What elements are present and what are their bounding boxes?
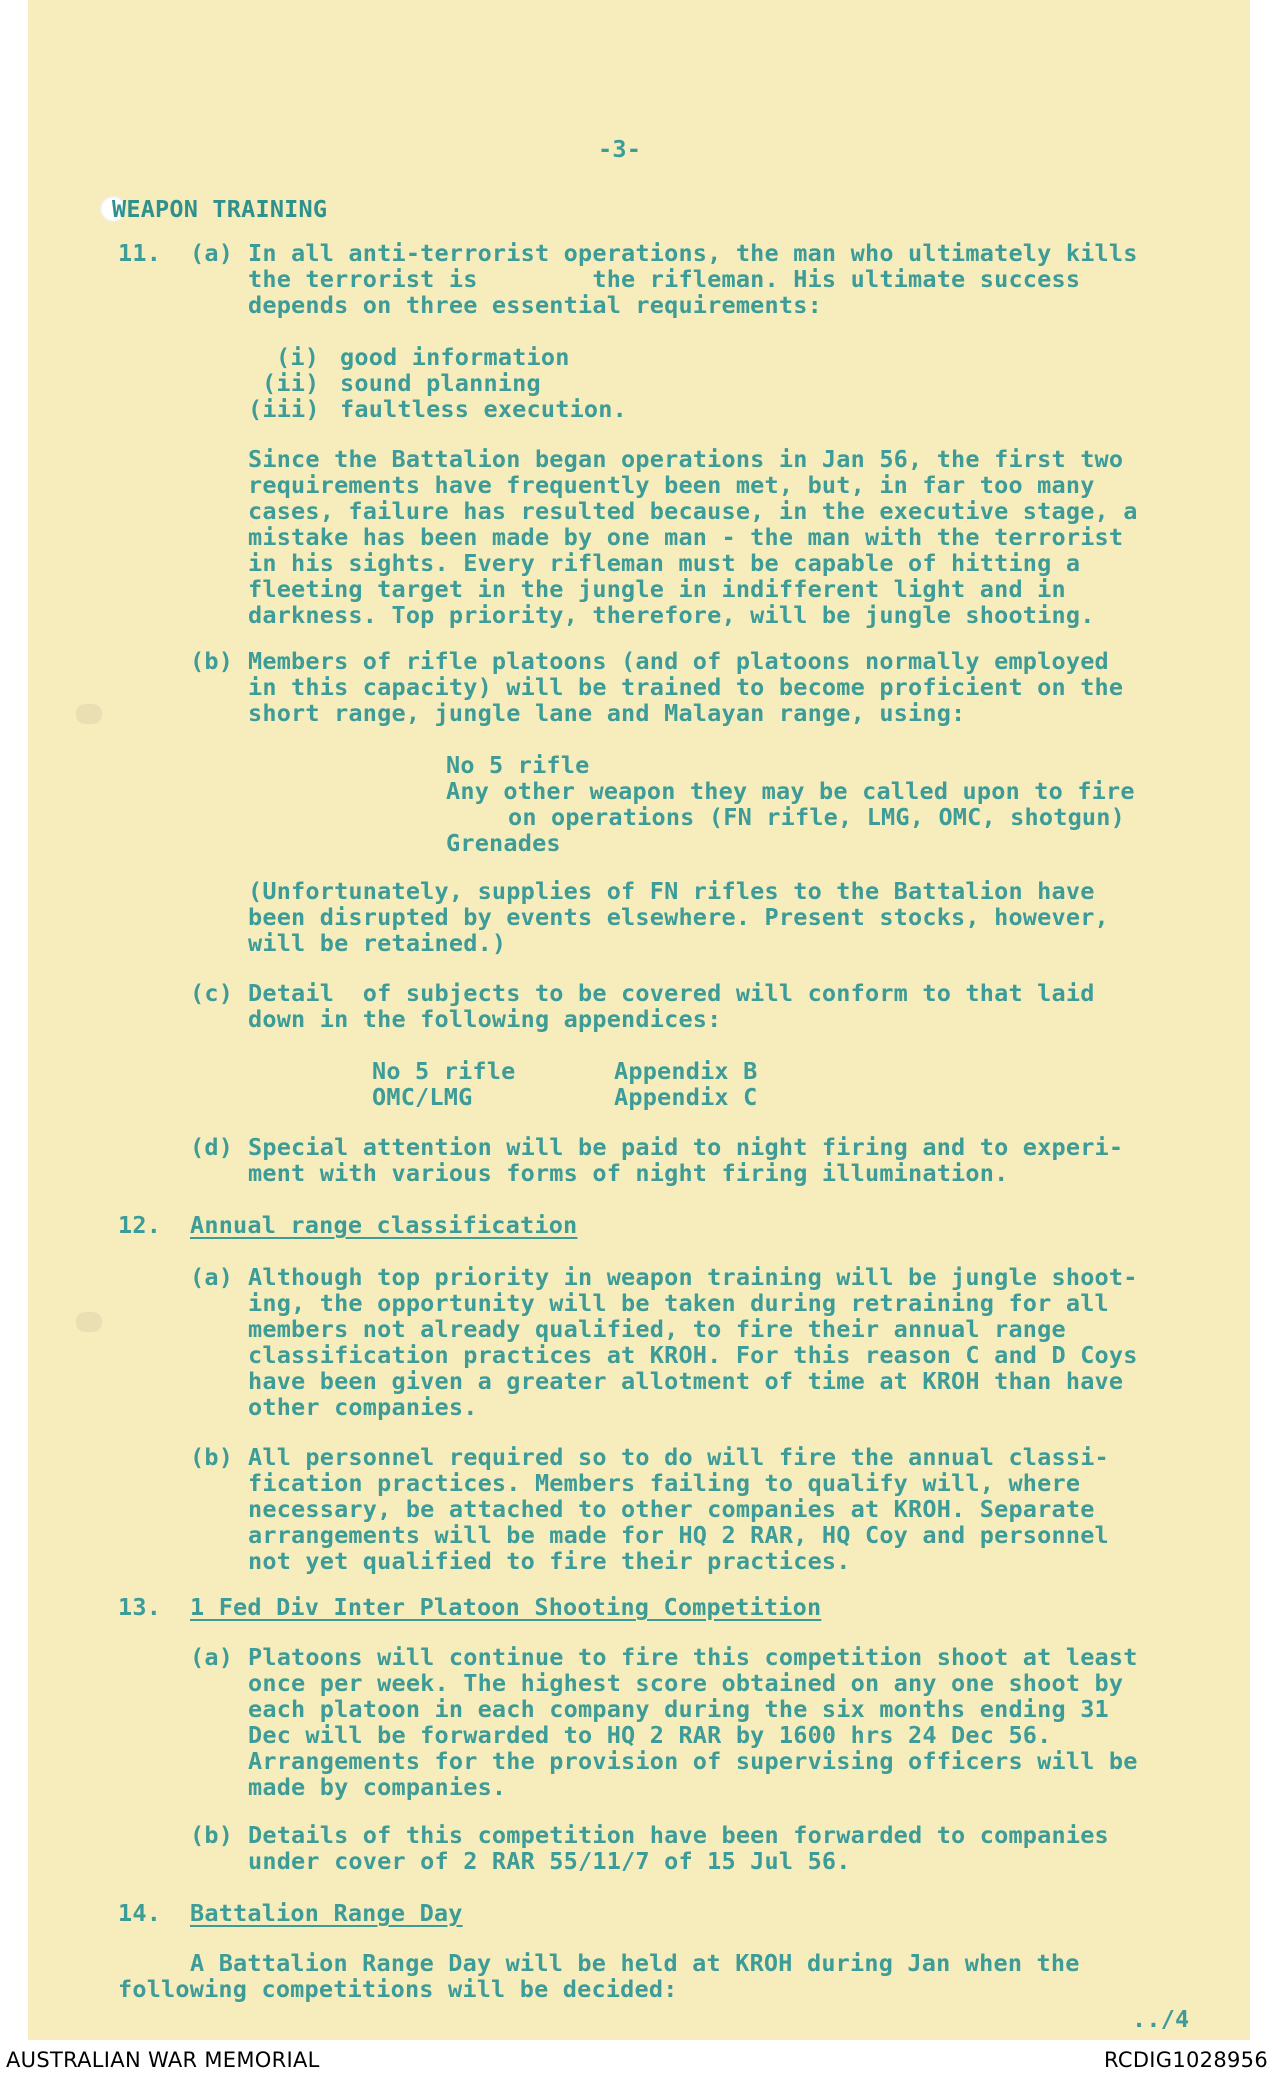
appendix-ref: Appendix C [614, 1083, 758, 1111]
para-12b-line: fication practices. Members failing to qualify will, where [248, 1469, 1081, 1497]
archive-record-id: RCDIG1028956 [1104, 2048, 1268, 2072]
para-13a-line: each platoon in each company during the six months ending 31 [248, 1695, 1109, 1723]
para-14-line: A Battalion Range Day will be held at KROH during Jan when the [190, 1949, 1080, 1977]
appendix-ref: Appendix B [614, 1057, 758, 1085]
para-12b-line: arrangements will be made for HQ 2 RAR, HQ Coy and personnel [248, 1521, 1109, 1549]
para-11d-line: Special attention will be paid to night firing and to experi- [248, 1133, 1124, 1161]
para-13a-line: made by companies. [248, 1773, 507, 1801]
requirement-num: (i) [276, 343, 320, 371]
para-12a-line: classification practices at KROH. For this reason C and D Coys [248, 1341, 1138, 1369]
page-number: -3- [598, 135, 642, 163]
para-12a-line: members not already qualified, to fire their annual range [248, 1315, 1066, 1343]
para-12b-line: All personnel required so to do will fire the annual classi- [248, 1443, 1109, 1471]
para-14-line: following competitions will be decided: [118, 1975, 678, 2003]
para-11a-cont-line: darkness. Top priority, therefore, will be jungle shooting. [248, 601, 1095, 629]
para-11-number: 11. [118, 239, 162, 267]
para-13a-line: Arrangements for the provision of supervising officers will be [248, 1747, 1138, 1775]
appendix-subject: OMC/LMG [372, 1083, 473, 1111]
para-11d-label: (d) [190, 1133, 234, 1161]
continuation-marker: ../4 [1132, 2005, 1190, 2033]
weapon-item: No 5 rifle [446, 751, 590, 779]
para-13a-line: Platoons will continue to fire this competition shoot at least [248, 1643, 1138, 1671]
para-11b-note-line: will be retained.) [248, 929, 507, 957]
para-13b-line: under cover of 2 RAR 55/11/7 of 15 Jul 56. [248, 1847, 851, 1875]
para-13b-label: (b) [190, 1821, 234, 1849]
para-14-title: Battalion Range Day [190, 1899, 463, 1927]
para-11a-line: In all anti-terrorist operations, the man who ultimately kills [248, 239, 1138, 267]
para-11b-line: in this capacity) will be trained to become proficient on the [248, 673, 1124, 701]
para-11a-cont-line: in his sights. Every rifleman must be capable of hitting a [248, 549, 1081, 577]
section-heading: WEAPON TRAINING [112, 195, 328, 223]
para-11a-cont-line: cases, failure has resulted because, in the executive stage, a [248, 497, 1138, 525]
para-11a-cont-line: requirements have frequently been met, but, in far too many [248, 471, 1095, 499]
para-11c-line: down in the following appendices: [248, 1005, 722, 1033]
para-11b-note-line: (Unfortunately, supplies of FN rifles to the Battalion have [248, 877, 1095, 905]
para-11d-line: ment with various forms of night firing illumination. [248, 1159, 1009, 1187]
para-13a-label: (a) [190, 1643, 234, 1671]
para-12a-label: (a) [190, 1263, 234, 1291]
requirement-num: (iii) [248, 395, 320, 423]
para-12a-line: have been given a greater allotment of time at KROH than have [248, 1367, 1124, 1395]
para-11a-line: the terrorist is the rifleman. His ultimate success [248, 265, 1081, 293]
para-11a-label: (a) [190, 239, 234, 267]
para-11a-cont-line: Since the Battalion began operations in Jan 56, the first two [248, 445, 1124, 473]
para-12-number: 12. [118, 1211, 162, 1239]
para-13-number: 13. [118, 1593, 162, 1621]
paper-blemish [76, 704, 102, 724]
para-11b-note-line: been disrupted by events elsewhere. Present stocks, however, [248, 903, 1109, 931]
para-11c-line: Detail of subjects to be covered will conform to that laid [248, 979, 1095, 1007]
para-13-title: 1 Fed Div Inter Platoon Shooting Competition [190, 1593, 822, 1621]
weapon-item: Any other weapon they may be called upon to fire [446, 777, 1135, 805]
para-12b-label: (b) [190, 1443, 234, 1471]
para-12b-line: not yet qualified to fire their practices. [248, 1547, 851, 1575]
appendix-subject: No 5 rifle [372, 1057, 516, 1085]
para-12a-line: ing, the opportunity will be taken during retraining for all [248, 1289, 1109, 1317]
para-13a-line: Dec will be forwarded to HQ 2 RAR by 1600 hrs 24 Dec 56. [248, 1721, 1052, 1749]
para-13a-line: once per week. The highest score obtained on any one shoot by [248, 1669, 1124, 1697]
para-11c-label: (c) [190, 979, 234, 1007]
requirement-text: good information [340, 343, 570, 371]
archive-footer-label: AUSTRALIAN WAR MEMORIAL [6, 2048, 320, 2072]
requirement-text: sound planning [340, 369, 541, 397]
para-11a-cont-line: fleeting target in the jungle in indifferent light and in [248, 575, 1066, 603]
para-12a-line: Although top priority in weapon training will be jungle shoot- [248, 1263, 1138, 1291]
requirement-num: (ii) [262, 369, 320, 397]
para-11b-line: Members of rifle platoons (and of platoons normally employed [248, 647, 1109, 675]
para-11b-label: (b) [190, 647, 234, 675]
paper-blemish [76, 1312, 102, 1332]
para-12-title: Annual range classification [190, 1211, 578, 1239]
para-11a-line: depends on three essential requirements: [248, 291, 822, 319]
requirement-text: faultless execution. [340, 395, 627, 423]
para-14-number: 14. [118, 1899, 162, 1927]
para-12a-line: other companies. [248, 1393, 478, 1421]
weapon-item: on operations (FN rifle, LMG, OMC, shotgun) [508, 803, 1125, 831]
para-11a-cont-line: mistake has been made by one man - the man with the terrorist [248, 523, 1124, 551]
para-13b-line: Details of this competition have been forwarded to companies [248, 1821, 1109, 1849]
para-12b-line: necessary, be attached to other companies at KROH. Separate [248, 1495, 1095, 1523]
weapon-item: Grenades [446, 829, 561, 857]
para-11b-line: short range, jungle lane and Malayan range, using: [248, 699, 966, 727]
